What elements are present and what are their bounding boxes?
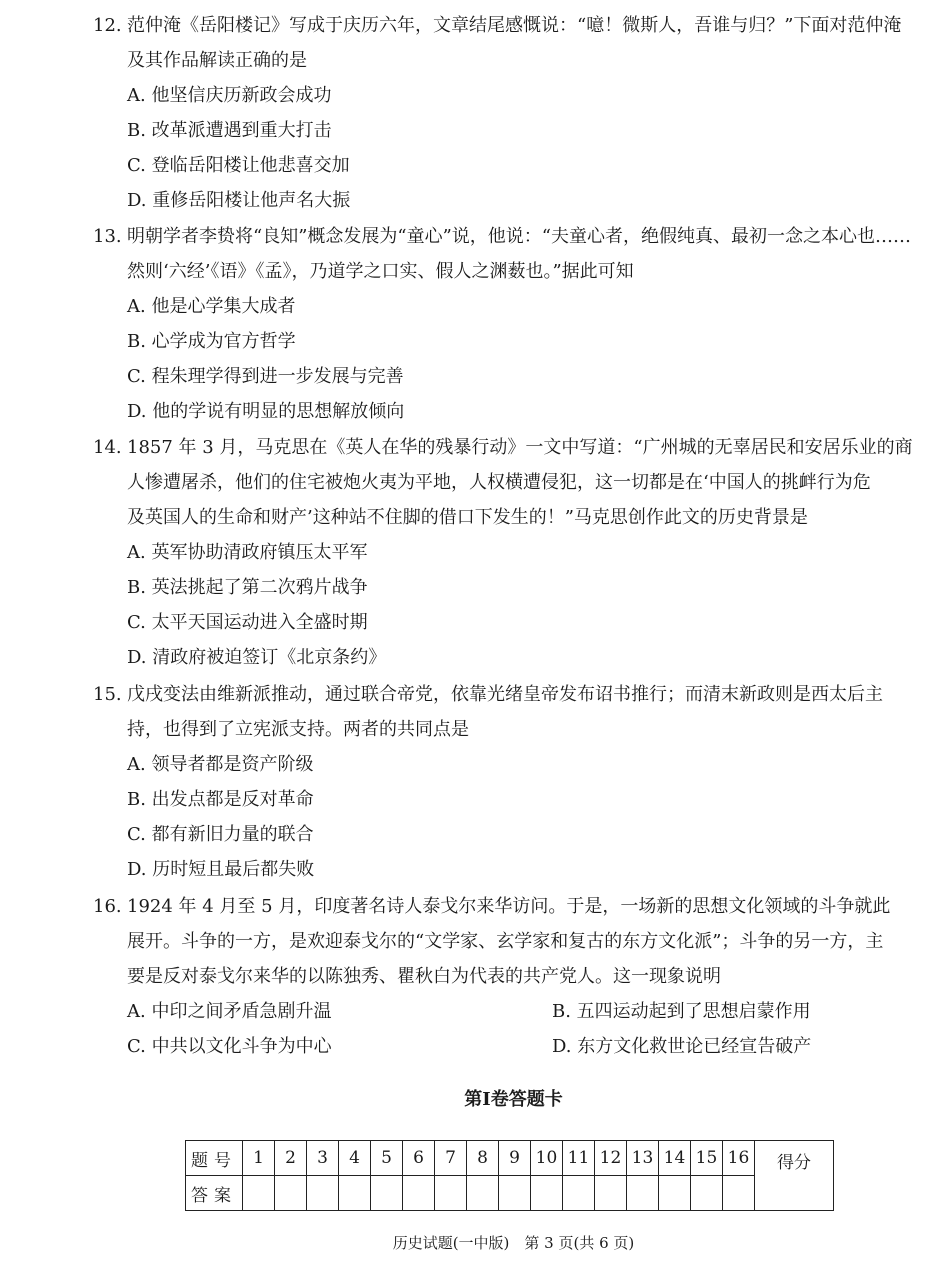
option-c: C. 登临岳阳楼让他悲喜交加 xyxy=(127,155,350,176)
answer-card-number-row xyxy=(186,1141,834,1176)
number-cell: 3 xyxy=(307,1141,339,1176)
option-d: D. 重修岳阳楼让他声名大振 xyxy=(127,190,351,211)
answer-cell[interactable] xyxy=(307,1176,339,1211)
answer-card-table xyxy=(185,1140,834,1211)
number-cell: 5 xyxy=(371,1141,403,1176)
question-number: 15. xyxy=(93,684,122,705)
option-b: B. 英法挑起了第二次鸦片战争 xyxy=(127,577,368,598)
question-stem: 15. 戊戌变法由维新派推动，通过联合帝党，依靠光绪皇帝发布诏书推行；而清末新政则是西太后主 xyxy=(93,677,938,712)
question-stem: 14. 1857 年 3 月，马克思在《英人在华的残暴行动》一文中写道：“广州城的无辜居民和安居乐业的商 xyxy=(93,430,938,465)
answer-cell[interactable] xyxy=(339,1176,371,1211)
answer-cell[interactable] xyxy=(723,1176,755,1211)
number-cell: 4 xyxy=(339,1141,371,1176)
question-16 xyxy=(93,889,938,1064)
question-stem-line: 要是反对泰戈尔来华的以陈独秀、瞿秋白为代表的共产党人。这一现象说明 xyxy=(127,966,721,987)
number-cell: 13 xyxy=(627,1141,659,1176)
question-14 xyxy=(93,430,938,675)
answer-cell[interactable] xyxy=(403,1176,435,1211)
answer-cell[interactable] xyxy=(371,1176,403,1211)
question-stem-line: 展开。斗争的一方，是欢迎泰戈尔的“文学家、玄学家和复古的东方文化派”；斗争的另一方，主 xyxy=(127,931,884,952)
answer-cell[interactable] xyxy=(563,1176,595,1211)
answer-cell[interactable] xyxy=(275,1176,307,1211)
question-stem: 13. 明朝学者李贽将“良知”概念发展为“童心”说，他说：“夫童心者，绝假纯真、最初一念之本心也…… xyxy=(93,219,938,254)
answer-cell[interactable] xyxy=(627,1176,659,1211)
question-stem-line: 及英国人的生命和财产’这种站不住脚的借口下发生的！”马克思创作此文的历史背景是 xyxy=(127,507,808,528)
answer-cell[interactable] xyxy=(435,1176,467,1211)
question-15 xyxy=(93,677,938,887)
option-b: B. 五四运动起到了思想启蒙作用 xyxy=(552,1001,811,1022)
option-row xyxy=(93,1029,938,1064)
number-cell: 6 xyxy=(403,1141,435,1176)
question-13 xyxy=(93,219,938,429)
option-b: B. 出发点都是反对革命 xyxy=(127,789,314,810)
option-d: D. 东方文化救世论已经宣告破产 xyxy=(552,1036,812,1057)
question-stem: 16. 1924 年 4 月至 5 月，印度著名诗人泰戈尔来华访问。于是，一场新的思想文化领域的斗争就此 xyxy=(93,889,938,924)
page-footer: 历史试题(一中版) 第 3 页(共 6 页) xyxy=(392,1234,635,1252)
question-12 xyxy=(93,8,938,218)
number-cell: 14 xyxy=(659,1141,691,1176)
option-a: A. 英军协助清政府镇压太平军 xyxy=(127,542,368,563)
question-stem-line: 人惨遭屠杀，他们的住宅被炮火夷为平地，人权横遭侵犯，这一切都是在‘中国人的挑衅行为危 xyxy=(127,472,871,493)
option-d: D. 历时短且最后都失败 xyxy=(127,859,315,880)
option-c: C. 中共以文化斗争为中心 xyxy=(127,1036,332,1057)
answer-cell[interactable] xyxy=(467,1176,499,1211)
option-b: B. 心学成为官方哲学 xyxy=(127,331,296,352)
question-number: 16. xyxy=(93,896,122,917)
answer-cell[interactable] xyxy=(243,1176,275,1211)
answer-cell[interactable] xyxy=(659,1176,691,1211)
number-cell: 12 xyxy=(595,1141,627,1176)
number-cell: 2 xyxy=(275,1141,307,1176)
question-stem: 12. 范仲淹《岳阳楼记》写成于庆历六年，文章结尾感慨说：“噫！微斯人，吾谁与归？”下面对范仲淹 xyxy=(93,8,938,43)
option-a: A. 他坚信庆历新政会成功 xyxy=(127,85,332,106)
row-label-answer: 答案 xyxy=(186,1176,243,1211)
option-c: C. 程朱理学得到进一步发展与完善 xyxy=(127,366,404,387)
answer-cell[interactable] xyxy=(499,1176,531,1211)
option-d: D. 清政府被迫签订《北京条约》 xyxy=(127,647,387,668)
answer-cell[interactable] xyxy=(691,1176,723,1211)
answer-card-title: 第Ⅰ卷答题卡 xyxy=(464,1089,563,1110)
number-cell: 11 xyxy=(563,1141,595,1176)
answer-cell[interactable] xyxy=(595,1176,627,1211)
row-label-number: 题号 xyxy=(186,1141,243,1176)
option-a: A. 他是心学集大成者 xyxy=(127,296,296,317)
number-cell: 1 xyxy=(243,1141,275,1176)
number-cell: 15 xyxy=(691,1141,723,1176)
option-a: A. 中印之间矛盾急剧升温 xyxy=(127,1001,332,1022)
question-stem-line: 及其作品解读正确的是 xyxy=(127,50,307,71)
question-stem-line: 持，也得到了立宪派支持。两者的共同点是 xyxy=(127,719,469,740)
question-number: 13. xyxy=(93,226,122,247)
question-number: 14. xyxy=(93,437,122,458)
option-b: B. 改革派遭遇到重大打击 xyxy=(127,120,332,141)
score-label: 得分 xyxy=(777,1153,811,1173)
answer-card-answer-row xyxy=(186,1176,834,1211)
option-c: C. 都有新旧力量的联合 xyxy=(127,824,314,845)
option-row xyxy=(93,994,938,1029)
score-cell[interactable] xyxy=(755,1141,834,1211)
option-a: A. 领导者都是资产阶级 xyxy=(127,754,314,775)
number-cell: 8 xyxy=(467,1141,499,1176)
number-cell: 9 xyxy=(499,1141,531,1176)
option-d: D. 他的学说有明显的思想解放倾向 xyxy=(127,401,405,422)
number-cell: 16 xyxy=(723,1141,755,1176)
number-cell: 7 xyxy=(435,1141,467,1176)
number-cell: 10 xyxy=(531,1141,563,1176)
option-c: C. 太平天国运动进入全盛时期 xyxy=(127,612,368,633)
question-number: 12. xyxy=(93,15,122,36)
answer-cell[interactable] xyxy=(531,1176,563,1211)
question-stem-line: 然则‘六经’《语》《孟》，乃道学之口实、假人之渊薮也。”据此可知 xyxy=(127,261,634,282)
